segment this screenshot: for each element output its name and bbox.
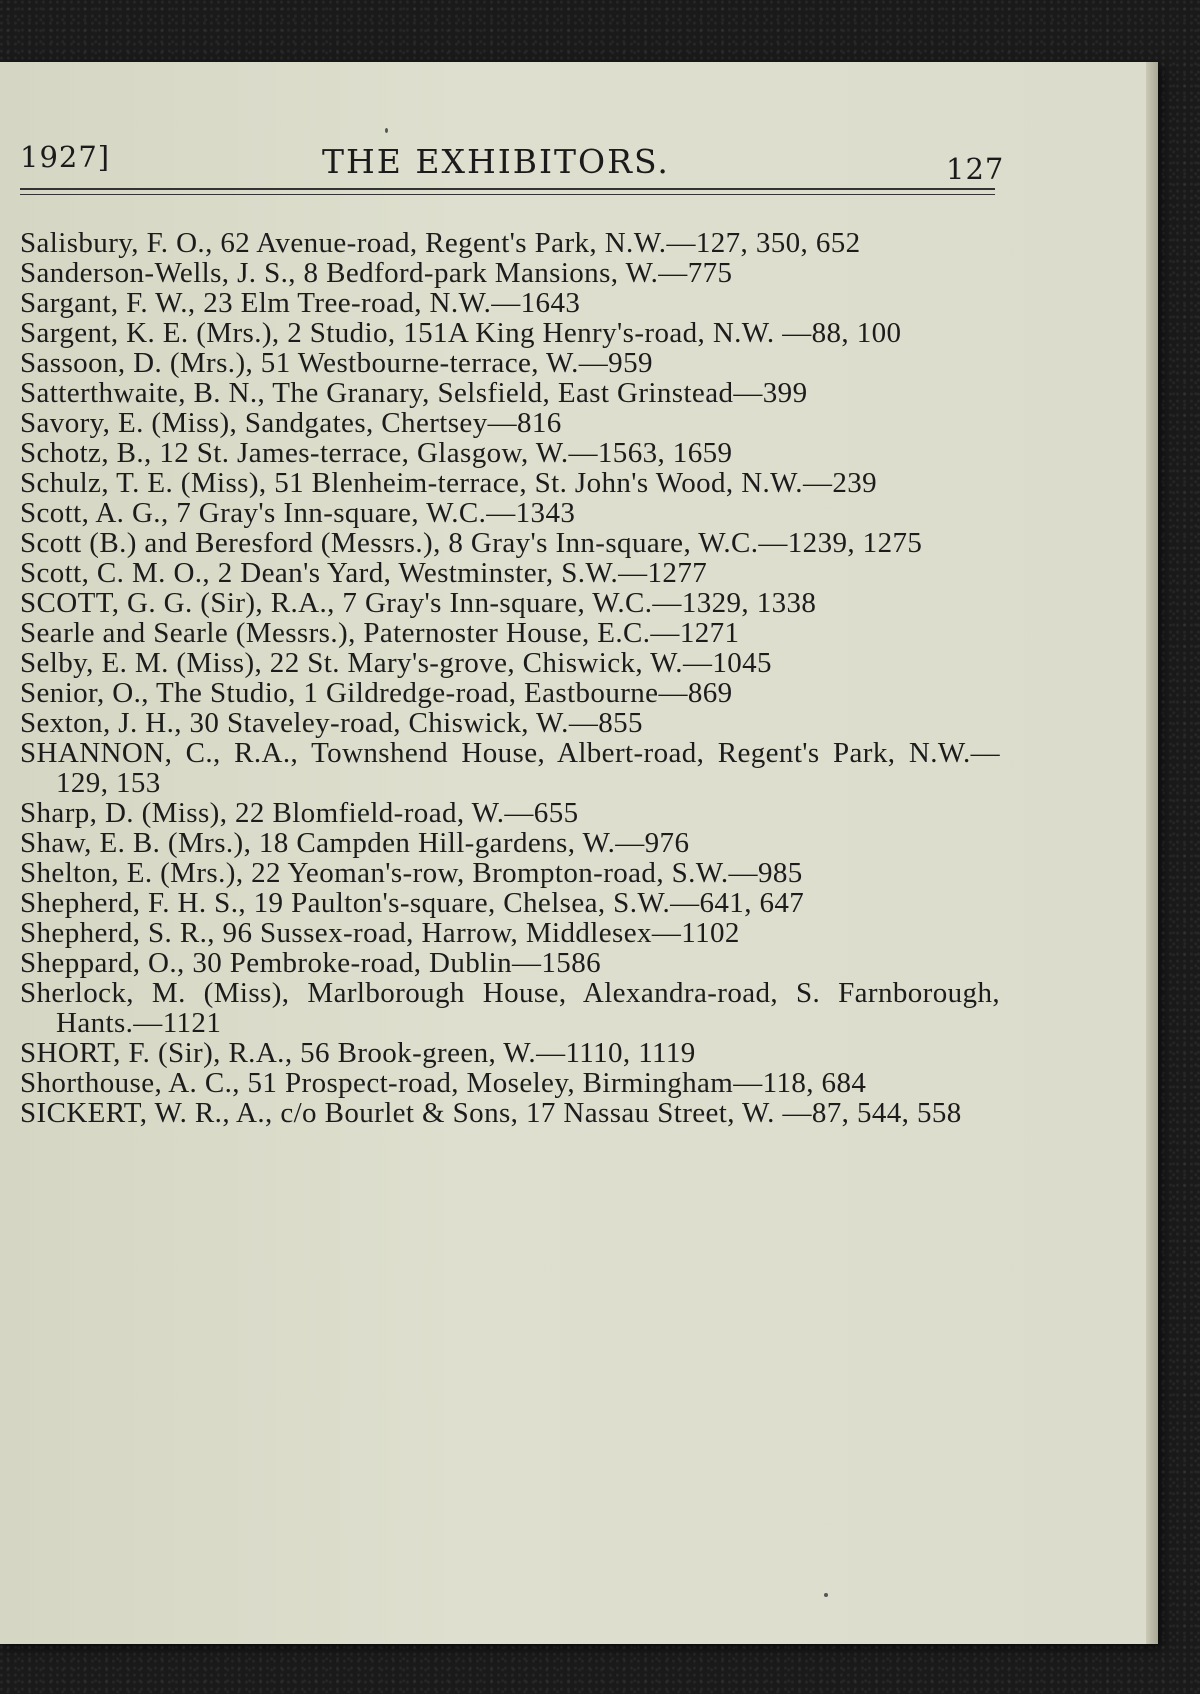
- exhibitor-entry: Shepherd, S. R., 96 Sussex-road, Harrow, Middlesex—1102: [20, 917, 740, 949]
- header-year: 1927]: [20, 140, 111, 174]
- header-page-number: 127: [946, 152, 1005, 186]
- exhibitor-entry: Shaw, E. B. (Mrs.), 18 Campden Hill-gardens, W.—976: [20, 827, 690, 859]
- header-rule: [20, 188, 995, 195]
- exhibitor-entry: Shelton, E. (Mrs.), 22 Yeoman's-row, Brompton-road, S.W.—985: [20, 857, 803, 889]
- exhibitor-entry: Scott, A. G., 7 Gray's Inn-square, W.C.—1343: [20, 497, 576, 529]
- exhibitor-entry: Senior, O., The Studio, 1 Gildredge-road, Eastbourne—869: [20, 677, 733, 709]
- exhibitor-entry: SCOTT, G. G. (Sir), R.A., 7 Gray's Inn-square, W.C.—1329, 1338: [20, 587, 817, 619]
- exhibitor-entry: SHORT, F. (Sir), R.A., 56 Brook-green, W.—1110, 1119: [20, 1037, 696, 1069]
- exhibitor-entry: Sheppard, O., 30 Pembroke-road, Dublin—1586: [20, 947, 602, 979]
- exhibitor-entry: Sargent, K. E. (Mrs.), 2 Studio, 151A King Henry's-road, N.W. —88, 100: [20, 317, 902, 349]
- exhibitor-entry: Selby, E. M. (Miss), 22 St. Mary's-grove, Chiswick, W.—1045: [20, 647, 772, 679]
- ink-spot: [385, 128, 388, 133]
- exhibitor-entry: Sexton, J. H., 30 Staveley-road, Chiswick, W.—855: [20, 707, 643, 739]
- exhibitor-entry: Satterthwaite, B. N., The Granary, Selsfield, East Grinstead—399: [20, 377, 808, 409]
- exhibitor-entry: Schulz, T. E. (Miss), 51 Blenheim-terrace, St. John's Wood, N.W.—239: [20, 467, 878, 499]
- ink-spot: [824, 1593, 828, 1597]
- exhibitor-entry: Shorthouse, A. C., 51 Prospect-road, Moseley, Birmingham—118, 684: [20, 1067, 867, 1099]
- exhibitor-entry: Salisbury, F. O., 62 Avenue-road, Regent's Park, N.W.—127, 350, 652: [20, 227, 861, 259]
- exhibitor-entry: Schotz, B., 12 St. James-terrace, Glasgow, W.—1563, 1659: [20, 437, 733, 469]
- exhibitor-entry: Searle and Searle (Messrs.), Paternoster House, E.C.—1271: [20, 617, 740, 649]
- exhibitor-entry: SICKERT, W. R., A., c/o Bourlet & Sons, 17 Nassau Street, W. —87, 544, 558: [20, 1097, 962, 1129]
- exhibitor-entry: Sassoon, D. (Mrs.), 51 Westbourne-terrace, W.—959: [20, 347, 653, 379]
- exhibitor-entry: SHANNON, C., R.A., Townshend House, Albert-road, Regent's Park, N.W.—129, 153: [20, 737, 1000, 799]
- exhibitor-entry: Scott (B.) and Beresford (Messrs.), 8 Gray's Inn-square, W.C.—1239, 1275: [20, 527, 923, 559]
- exhibitor-entry: Scott, C. M. O., 2 Dean's Yard, Westminster, S.W.—1277: [20, 557, 708, 589]
- header-title: THE EXHIBITORS.: [322, 142, 670, 181]
- exhibitor-entry: Sherlock, M. (Miss), Marlborough House, Alexandra-road, S. Farnborough, Hants.—1121: [20, 977, 1000, 1039]
- exhibitor-entry: Shepherd, F. H. S., 19 Paulton's-square, Chelsea, S.W.—641, 647: [20, 887, 805, 919]
- page-edge: [1146, 62, 1158, 1644]
- exhibitor-entry: Sharp, D. (Miss), 22 Blomfield-road, W.—655: [20, 797, 579, 829]
- exhibitor-entry: Savory, E. (Miss), Sandgates, Chertsey—816: [20, 407, 562, 439]
- exhibitor-entry: Sanderson-Wells, J. S., 8 Bedford-park Mansions, W.—775: [20, 257, 733, 289]
- exhibitor-entry: Sargant, F. W., 23 Elm Tree-road, N.W.—1643: [20, 287, 581, 319]
- exhibitor-list: [20, 228, 1000, 1128]
- page-header: [20, 80, 995, 140]
